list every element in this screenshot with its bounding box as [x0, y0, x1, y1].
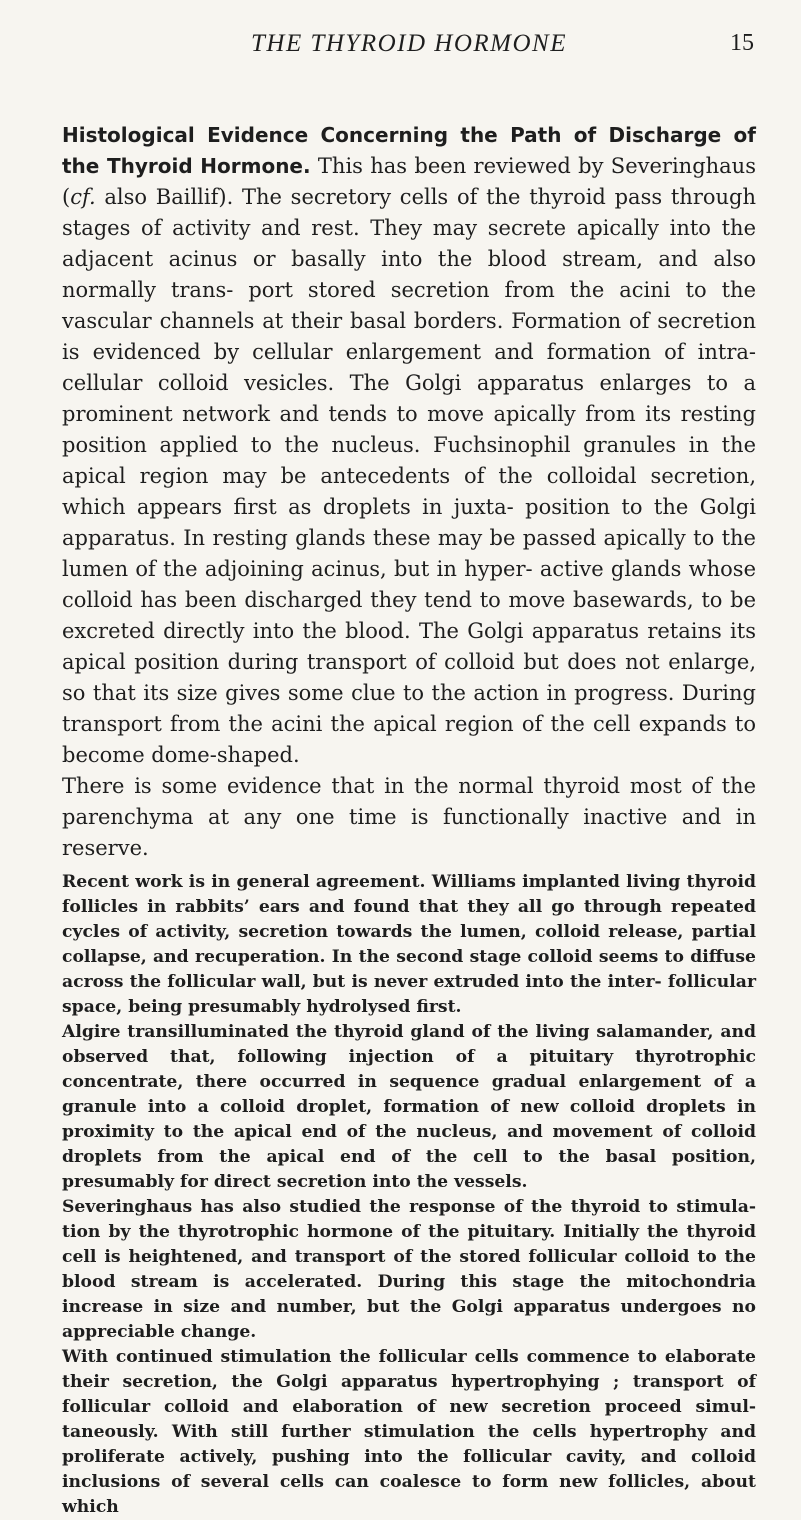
cf-abbreviation: cf. [70, 185, 96, 209]
book-page [62, 30, 756, 1520]
main-paragraph-1-text-a: This has been reviewed by Severinghaus ( [62, 154, 756, 209]
small-paragraph-1: Recent work is in general agreement. Williams implanted living thyroid follicles in rabbits’ ears and found that they all go through repeated cycles of activity, secretion towards the lumen, colloid release, partial collapse, and recuperation. In the second stage colloid seems to diffuse across the follicular wall, but is never extruded into the inter- follicular space, being presumably hydrolysed first. [62, 872, 756, 1017]
small-print-block [62, 870, 756, 1520]
main-text-block [62, 120, 756, 864]
page-number: 15 [730, 30, 754, 56]
small-paragraph-2: Algire transilluminated the thyroid gland of the living salamander, and observed that, following injection of a pituitary thyrotrophic concentrate, there occurred in sequence gradual enlargement of a granule into a colloid droplet, formation of new colloid droplets in proximity to the apical end of the nucleus, and movement of colloid droplets from the apical end of the cell to the basal position, presumably for direct secretion into the vessels. [62, 1022, 756, 1192]
main-paragraph-2: There is some evidence that in the normal thyroid most of the parenchyma at any one time is functionally inactive and in reserve. [62, 774, 756, 860]
running-head [62, 30, 756, 68]
main-paragraph-1 [62, 120, 756, 771]
running-title: THE THYROID HORMONE [251, 30, 567, 57]
small-paragraph-4: With continued stimulation the follicular cells commence to elaborate their secretion, the Golgi apparatus hypertrophying ; transport of follicular colloid and elaboration of new secretion proceed simul- taneously. With still further stimulation the cells hypertrophy and proliferate actively, pushing into the follicular cavity, and colloid inclusions of several cells can coalesce to form new follicles, about which [62, 1347, 756, 1517]
small-paragraph-3: Severinghaus has also studied the response of the thyroid to stimula- tion by the thyrotrophic hormone of the pituitary. Initially the thyroid cell is heightened, and transport of the stored follicular colloid to the blood stream is accelerated. During this stage the mitochondria increase in size and number, but the Golgi apparatus undergoes no appreciable change. [62, 1197, 756, 1342]
main-paragraph-1-text-b: also Baillif). The secretory cells of the thyroid pass through stages of activity and rest. They may secrete apically into the adjacent acinus or basally into the blood stream, and also normally trans- port stored secretion from the acini to the vascular channels at their basal borders. Formation of secretion is evidenced by cellular enlargement and formation of intra-cellular colloid vesicles. The Golgi apparatus enlarges to a prominent network and tends to move apically from its resting position applied to the nucleus. Fuchsinophil granules in the apical region may be antecedents of the colloidal secretion, which appears first as droplets in juxta- position to the Golgi apparatus. In resting glands these may be passed apically to the lumen of the adjoining acinus, but in hyper- active glands whose colloid has been discharged they tend to move basewards, to be excreted directly into the blood. The Golgi apparatus retains its apical position during transport of colloid but does not enlarge, so that its size gives some clue to the action in progress. During transport from the acini the apical region of the cell expands to become dome-shaped. [62, 185, 756, 767]
section-heading: Histological Evidence Concerning the Path of Discharge of the Thyroid Hormone. [62, 123, 756, 178]
